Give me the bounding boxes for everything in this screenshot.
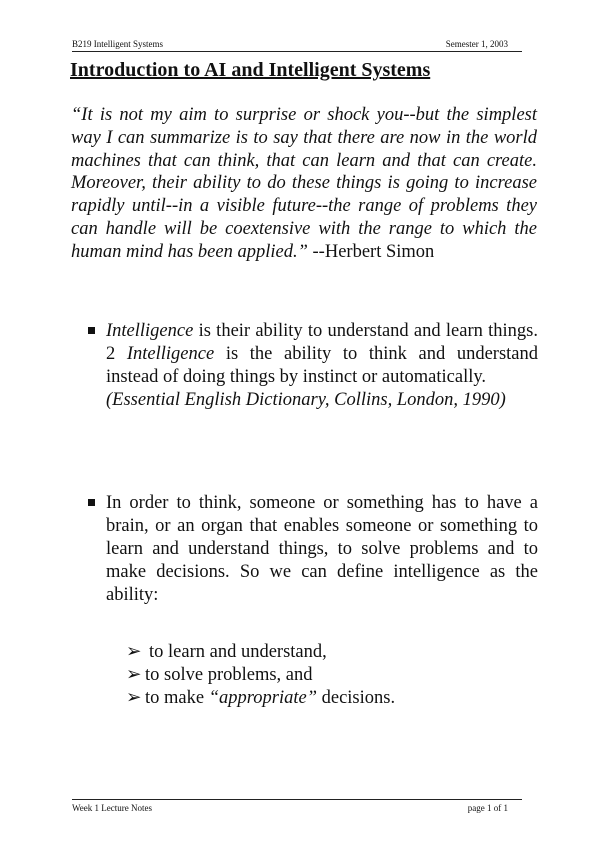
sub-item-solve [126, 664, 313, 687]
header-course: B219 Intelligent Systems [72, 39, 163, 49]
dictionary-reference: (Essential English Dictionary, Collins, London, 1990) [106, 390, 506, 410]
bullet-text [106, 320, 538, 412]
quote-attribution: --Herbert Simon [307, 241, 435, 262]
term-intelligence: Intelligence [126, 344, 215, 364]
bullet-text: In order to think, someone or something has to have a brain, or an organ that enables someone or something to learn and understand things, to solve problems and to make decisions. So we can define intelligence as the ability: [106, 493, 538, 605]
herbert-simon-quote [71, 104, 537, 264]
definition-text: is the ability to think and understand instead of doing things by instinct or automatically. [106, 344, 539, 387]
sub-item-emphasis: “appropriate” [208, 688, 317, 708]
arrow-bullet-icon: ➢ [126, 665, 142, 685]
term-intelligence: Intelligence [106, 321, 194, 341]
quote-text: “It is not my aim to surprise or shock you--but the simplest way I can summarize is to say that there are now in the world machines that can think, that can learn and that can create. Moreover, their ability to do these things is going to increase rapidly until--in a visible future--the range of problems they can handle will be coextensive with the range to which the human mind has been applied.” [71, 105, 537, 262]
header-semester: Semester 1, 2003 [445, 39, 508, 49]
arrow-bullet-icon: ➢ [126, 642, 142, 662]
sub-item-learn [126, 641, 327, 664]
page-footer [72, 799, 522, 815]
bullet-thinking-brain [88, 492, 538, 607]
sub-item-text: to learn and understand, [149, 642, 327, 662]
page-title: Introduction to AI and Intelligent Systems [70, 59, 431, 81]
page-header [72, 39, 522, 52]
arrow-bullet-icon: ➢ [126, 688, 142, 708]
sub-item-text: to make [145, 688, 209, 708]
footer-page-number: page 1 of 1 [467, 803, 508, 813]
footer-notes: Week 1 Lecture Notes [72, 803, 152, 813]
square-bullet-icon [88, 327, 95, 334]
sub-item-text: decisions. [316, 688, 396, 708]
definition-text: is their ability to understand and learn things. 2 [106, 321, 538, 364]
bullet-intelligence-definition [88, 320, 538, 412]
sub-item-decide [126, 687, 395, 710]
sub-item-text: to solve problems, and [145, 665, 313, 685]
square-bullet-icon [88, 499, 95, 506]
